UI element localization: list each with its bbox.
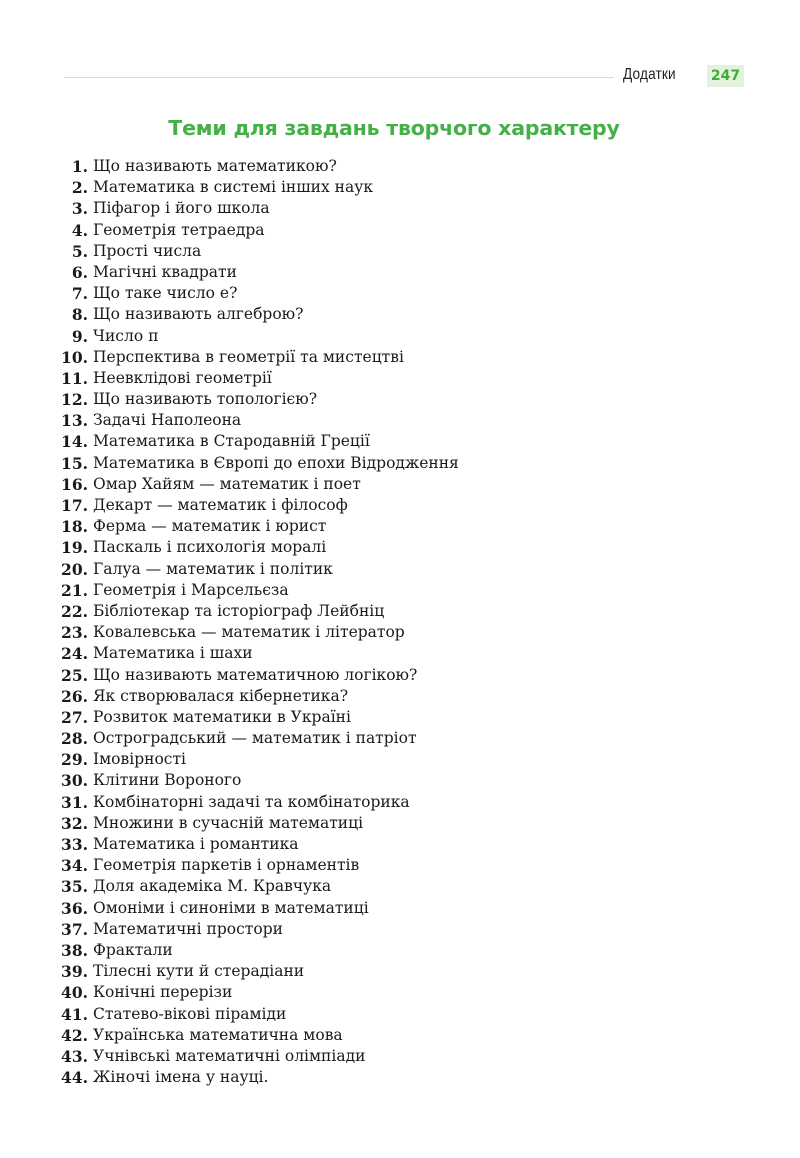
topic-text: Прості числа xyxy=(93,241,202,260)
list-item xyxy=(60,770,459,791)
list-item xyxy=(60,919,459,940)
topic-text: Геометрія тетраедра xyxy=(93,220,265,239)
list-item xyxy=(60,177,459,198)
list-item xyxy=(60,643,459,664)
list-item xyxy=(60,368,459,389)
topic-text: Фрактали xyxy=(93,940,173,959)
list-item xyxy=(60,453,459,474)
topic-text: Декарт — математик і філософ xyxy=(93,496,348,514)
topic-text: Омоніми і синоніми в математиці xyxy=(93,898,369,917)
topic-text: Комбінаторні задачі та комбінаторика xyxy=(93,792,410,811)
list-item xyxy=(60,982,459,1003)
topic-text: Що називають математикою? xyxy=(93,157,337,175)
topic-number: 32. xyxy=(61,813,88,833)
list-item xyxy=(60,792,459,813)
topic-text: Клітини Вороного xyxy=(93,771,242,790)
topic-number: 1. xyxy=(71,157,88,176)
list-item xyxy=(60,961,459,982)
topics-list xyxy=(60,156,459,1088)
topic-number: 11. xyxy=(61,368,88,388)
topic-number: 35. xyxy=(61,877,88,897)
topic-text: Що називають математичною логікою? xyxy=(93,665,418,684)
list-item xyxy=(60,855,459,876)
topic-text: Розвиток математики в Україні xyxy=(93,707,351,726)
topic-text: Учнівські математичні олімпіади xyxy=(93,1046,366,1065)
topic-text: Математика в системі інших наук xyxy=(93,178,374,197)
topic-number: 21. xyxy=(61,580,88,600)
topic-text: Що таке число e? xyxy=(93,284,238,303)
list-item xyxy=(60,495,459,516)
list-item xyxy=(60,686,459,707)
list-item xyxy=(60,707,459,728)
list-item xyxy=(60,898,459,919)
list-item xyxy=(60,156,459,177)
topic-text: Задачі Наполеона xyxy=(93,411,242,430)
topic-number: 13. xyxy=(61,411,88,431)
list-item xyxy=(60,622,459,643)
topic-text: Математика і романтика xyxy=(93,835,299,853)
list-item xyxy=(60,1025,459,1046)
list-item xyxy=(60,749,459,770)
topic-text: Перспектива в геометрії та мистецтві xyxy=(93,347,404,366)
topic-text: Математика в Стародавній Греції xyxy=(93,432,370,451)
topic-number: 36. xyxy=(61,898,88,918)
topic-number: 23. xyxy=(61,623,88,643)
topic-text: Множини в сучасній математиці xyxy=(93,813,364,832)
topic-text: Тілесні кути й стерадіани xyxy=(93,962,305,981)
list-item xyxy=(60,326,459,347)
topic-number: 14. xyxy=(61,432,88,452)
header-divider xyxy=(64,77,614,78)
topic-number: 16. xyxy=(61,474,88,494)
topic-number: 28. xyxy=(61,729,88,749)
topic-number: 8. xyxy=(71,305,88,325)
topic-text: Галуа — математик і політик xyxy=(93,559,333,578)
topic-number: 27. xyxy=(61,707,88,727)
topic-text: Остроградський — математик і патріот xyxy=(93,729,417,748)
topic-text: Омар Хайям — математик і поет xyxy=(93,474,361,493)
topic-text: Математика в Європі до епохи Відродження xyxy=(93,453,459,472)
list-item xyxy=(60,241,459,262)
list-item xyxy=(60,1067,459,1088)
page-number: 247 xyxy=(707,65,744,87)
topic-text: Магічні квадрати xyxy=(93,262,237,281)
list-item xyxy=(60,516,459,537)
topic-number: 20. xyxy=(61,559,88,579)
topic-number: 38. xyxy=(61,940,88,960)
list-item xyxy=(60,601,459,622)
topic-text: Доля академіка М. Кравчука xyxy=(93,877,332,896)
topic-text: Що називають топологією? xyxy=(93,390,318,409)
topic-number: 4. xyxy=(71,220,88,240)
topic-number: 17. xyxy=(61,496,88,515)
topic-number: 41. xyxy=(61,1004,88,1024)
list-item xyxy=(60,474,459,495)
list-item xyxy=(60,665,459,686)
list-item xyxy=(60,537,459,558)
topic-text: Паскаль і психологія моралі xyxy=(93,538,327,557)
topic-text: Математика і шахи xyxy=(93,644,253,663)
topic-number: 2. xyxy=(71,178,88,198)
topic-number: 37. xyxy=(61,919,88,939)
topic-number: 40. xyxy=(61,983,88,1003)
topic-text: Як створювалася кібернетика? xyxy=(93,686,349,705)
list-item xyxy=(60,1046,459,1067)
list-item xyxy=(60,198,459,219)
topic-text: Геометрія і Марсельєза xyxy=(93,580,289,599)
topic-number: 5. xyxy=(71,241,88,261)
topic-text: Ферма — математик і юрист xyxy=(93,517,327,536)
list-item xyxy=(60,262,459,283)
list-item xyxy=(60,834,459,855)
topic-number: 7. xyxy=(71,284,88,304)
topic-number: 3. xyxy=(71,199,88,219)
topic-text: Бібліотекар та історіограф Лейбніц xyxy=(93,601,385,620)
section-title: Додатки xyxy=(623,66,676,83)
list-item xyxy=(60,304,459,325)
topic-text: Число π xyxy=(93,326,159,345)
topic-number: 31. xyxy=(61,792,88,812)
list-item xyxy=(60,347,459,368)
page-title: Теми для завдань творчого характеру xyxy=(168,116,620,140)
topic-number: 43. xyxy=(61,1046,88,1066)
topic-number: 29. xyxy=(61,750,88,770)
topic-text: Конічні перерізи xyxy=(93,983,233,1002)
topic-number: 9. xyxy=(71,326,88,346)
topic-number: 42. xyxy=(61,1025,88,1045)
list-item xyxy=(60,559,459,580)
topic-text: Неевклідові геометрії xyxy=(93,368,272,387)
topic-text: Ковалевська — математик і літератор xyxy=(93,623,405,642)
topic-number: 15. xyxy=(61,453,88,473)
topic-number: 39. xyxy=(61,962,88,982)
topic-text: Піфагор і його школа xyxy=(93,199,270,218)
list-item xyxy=(60,410,459,431)
topic-text: Імовірності xyxy=(93,750,186,769)
list-item xyxy=(60,580,459,601)
topic-number: 25. xyxy=(61,665,88,685)
list-item xyxy=(60,876,459,897)
topic-text: Математичні простори xyxy=(93,919,283,938)
list-item xyxy=(60,728,459,749)
topic-number: 6. xyxy=(71,262,88,282)
list-item xyxy=(60,220,459,241)
topic-number: 22. xyxy=(61,601,88,621)
list-item xyxy=(60,813,459,834)
list-item xyxy=(60,431,459,452)
topic-number: 30. xyxy=(61,771,88,791)
topic-number: 18. xyxy=(61,517,88,537)
topic-text: Статево-вікові піраміди xyxy=(93,1004,287,1023)
topic-number: 33. xyxy=(61,835,88,854)
topic-text: Що називають алгеброю? xyxy=(93,305,304,324)
topic-text: Геометрія паркетів і орнаментів xyxy=(93,856,360,875)
topic-number: 12. xyxy=(61,390,88,410)
list-item xyxy=(60,940,459,961)
topic-number: 24. xyxy=(61,644,88,664)
topic-text: Жіночі імена у науці. xyxy=(93,1068,269,1087)
topic-text: Українська математична мова xyxy=(93,1025,343,1044)
topic-number: 10. xyxy=(61,347,88,367)
list-item xyxy=(60,283,459,304)
list-item xyxy=(60,1004,459,1025)
list-item xyxy=(60,389,459,410)
topic-number: 19. xyxy=(61,538,88,558)
topic-number: 26. xyxy=(61,686,88,706)
topic-number: 34. xyxy=(61,856,88,876)
topic-number: 44. xyxy=(61,1068,88,1088)
